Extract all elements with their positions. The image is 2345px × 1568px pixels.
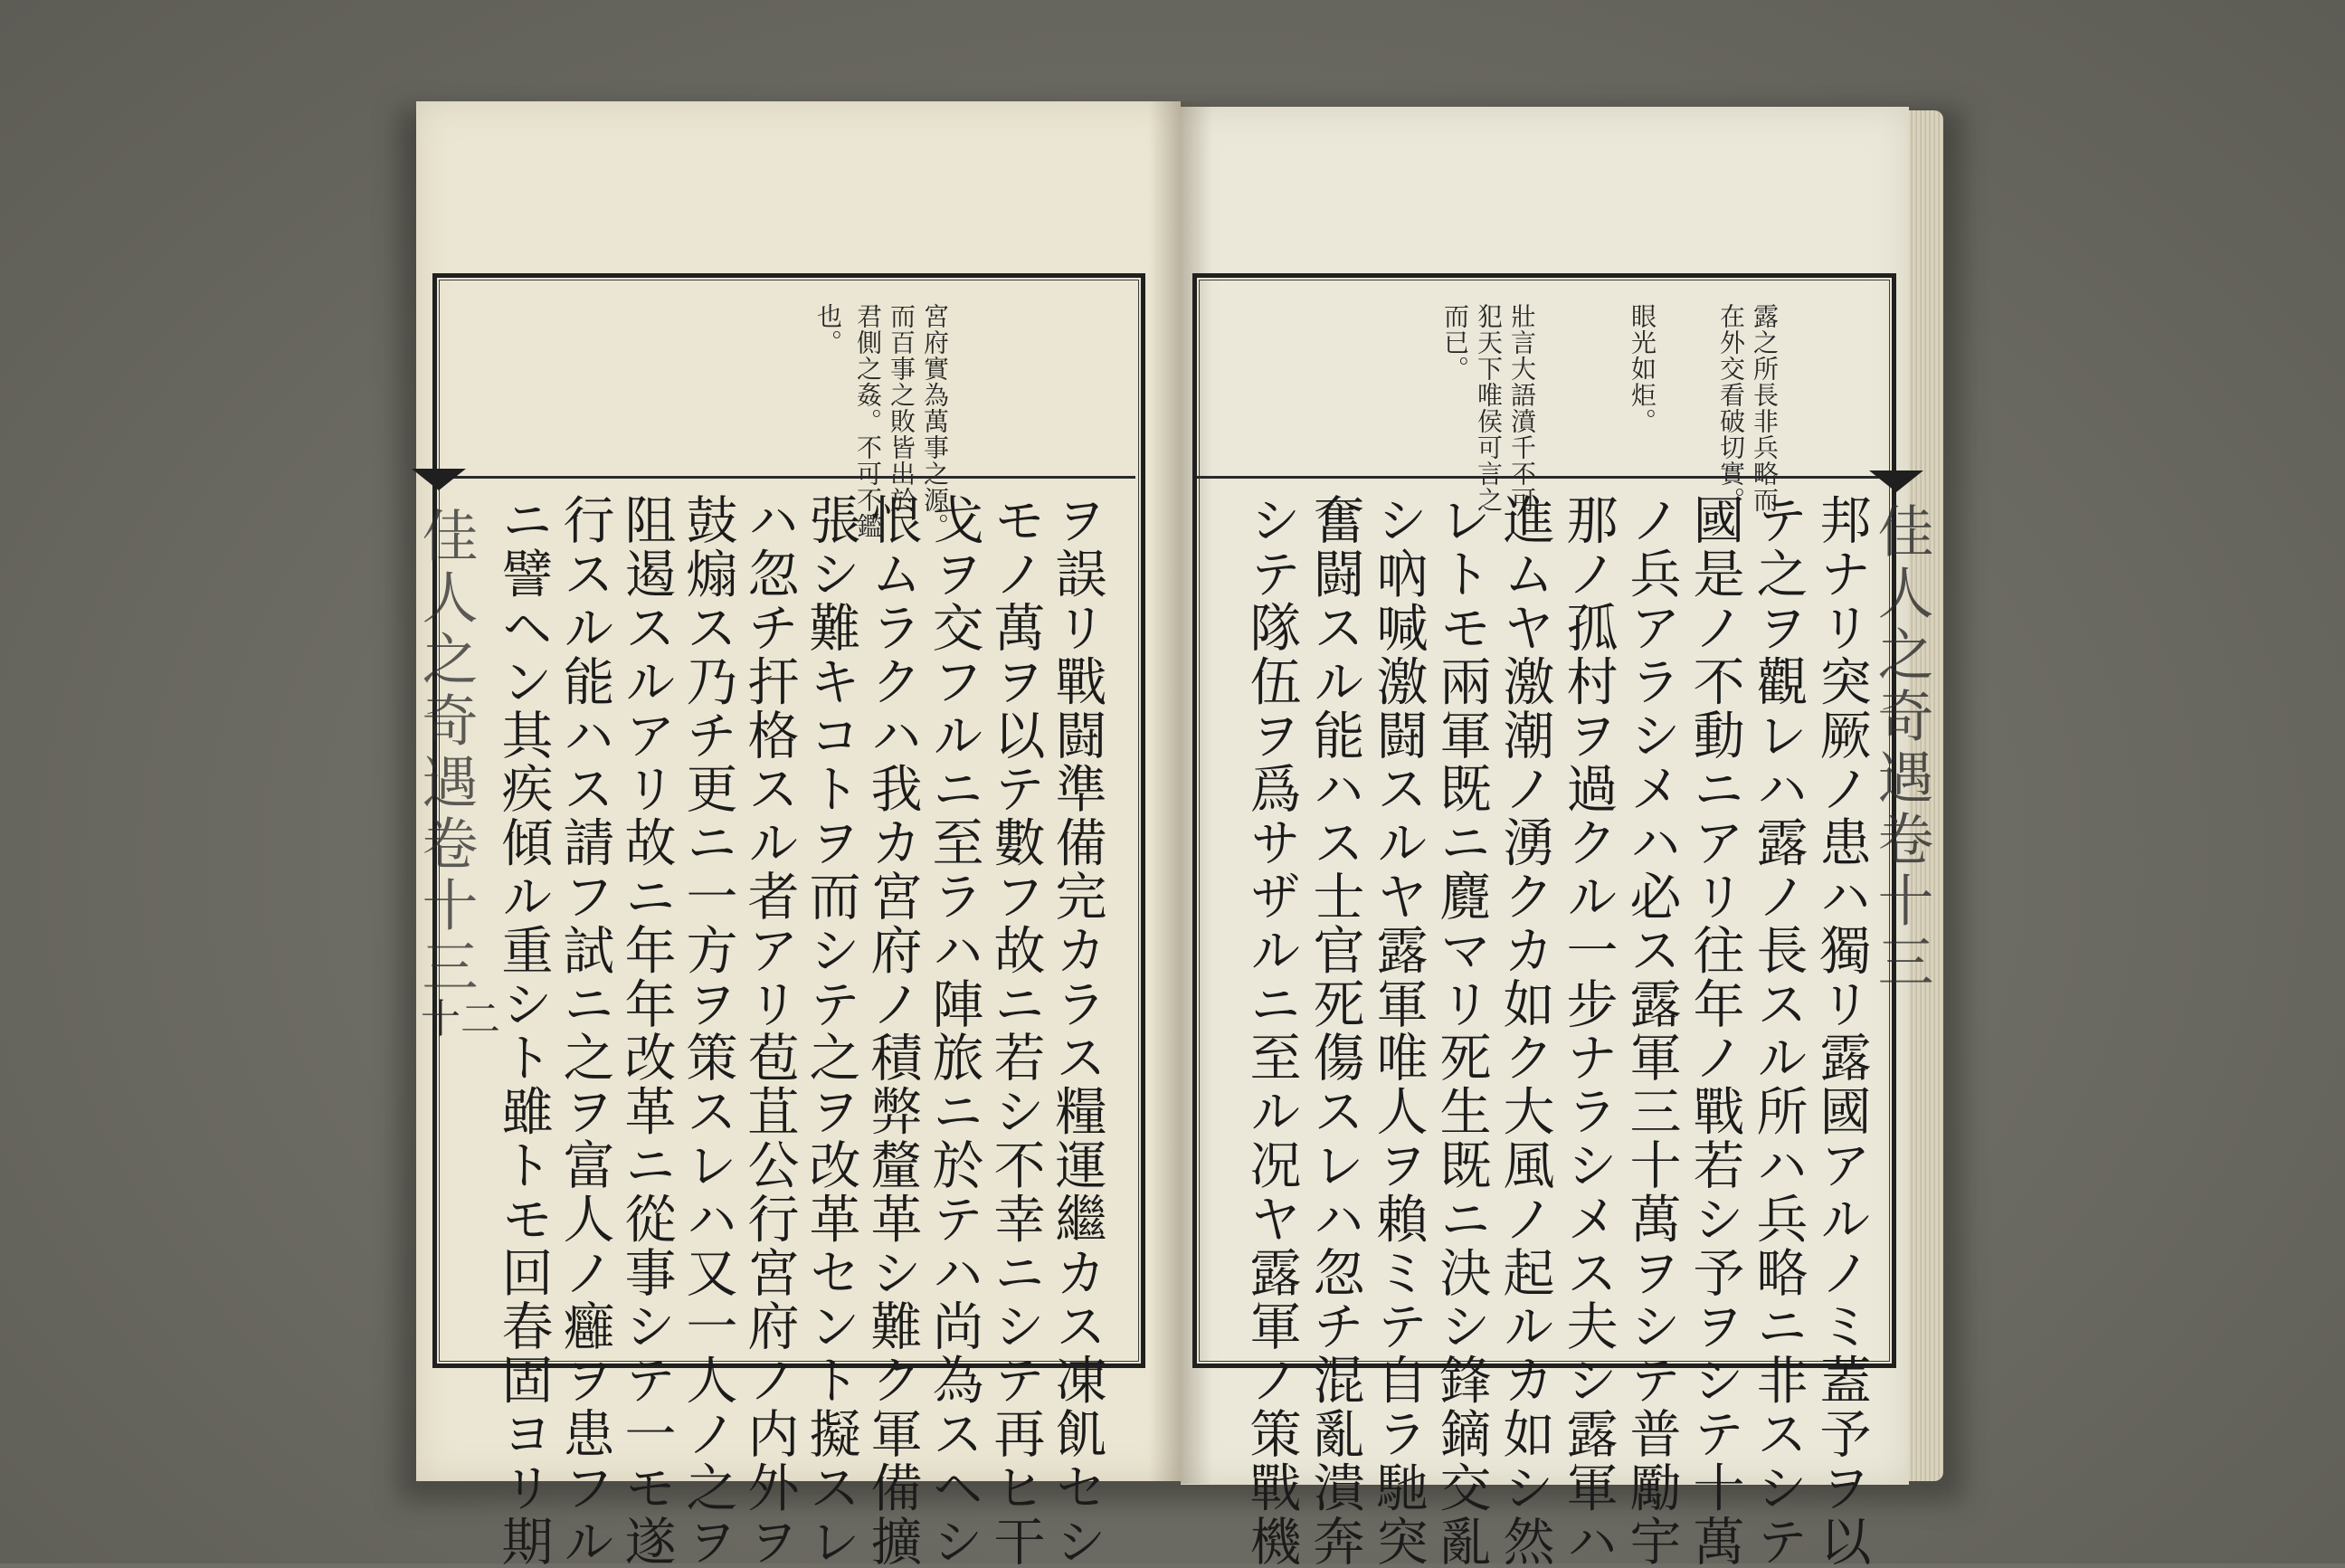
- left-body-column: 行スル能ハス請フ試ニ之ヲ富人ノ癰ヲ患フル: [555, 493, 614, 1568]
- right-margin-title: 佳人之奇遇卷十三: [1868, 502, 1934, 994]
- right-headnote-column: 犯天下唯侯可言之: [1474, 303, 1504, 513]
- right-body-column: 國是ノ不動ニアリ往年ノ戰若シ予ヲシテ十萬: [1685, 493, 1744, 1568]
- right-headnote-column: 而已。: [1440, 303, 1470, 382]
- right-fishtail-mark: [1869, 470, 1923, 492]
- right-body-column: 邦ナリ突厥ノ患ハ獨リ露國アルノミ蓋予ヲ以: [1811, 493, 1871, 1568]
- left-headnote-column: 而百事之敗皆出於: [887, 303, 916, 513]
- left-body-column: ハ忽チ扞格スル者アリ苞苴公行宮府ノ内外ヲ: [739, 493, 799, 1568]
- right-headnote-column: 眼光如炬。: [1628, 303, 1657, 434]
- right-headnote-column: 露之所長非兵略而: [1750, 303, 1780, 513]
- right-body-column: ノ兵アラシメハ必ス露軍三十萬ヲシテ普勵宇: [1621, 493, 1681, 1568]
- left-body-column: ニ譬ヘン其疾傾ル重シト雖トモ回春固ヨリ期: [493, 493, 553, 1568]
- left-body-column: 鼓煽ス乃チ更ニ一方ヲ策スレハ又一人ノ之ヲ: [678, 493, 737, 1568]
- left-headnote-column: 君側之姦。不可不鑑: [853, 303, 883, 539]
- left-body-column: モノ萬ヲ以テ數フ故ニ若シ不幸ニシテ再ヒ干: [985, 493, 1045, 1568]
- left-body-column: 恨ムラクハ我カ宮府ノ積弊釐革シ難ク軍備擴: [862, 493, 922, 1568]
- right-body-column: 那ノ孤村ヲ過クル一步ナラシメス夫シ露軍ハ: [1558, 493, 1618, 1568]
- left-headnote-divider: [437, 476, 1135, 479]
- left-body-column: ヲ誤リ戰闘準備完カラス糧運繼カス凍飢セシ: [1047, 493, 1106, 1568]
- right-headnote-column: 在外交看破切實。: [1716, 303, 1746, 513]
- right-headnote-divider: [1197, 476, 1883, 479]
- page-number: 十二: [421, 996, 500, 1042]
- right-headnote-column: 壯言大語濆千不可: [1507, 303, 1537, 513]
- right-body-column: レトモ兩軍既ニ麑マリ死生既ニ決シ鋒鏑交亂: [1431, 493, 1491, 1568]
- right-body-column: シ吶喊激闘スルヤ露軍唯人ヲ賴ミテ自ラ馳突: [1368, 493, 1428, 1568]
- right-body-column: 進ムヤ激潮ノ湧クカ如ク大風ノ起ルカ如シ然: [1495, 493, 1554, 1568]
- right-body-column: シテ隊伍ヲ爲サザルニ至ル况ヤ露軍ノ策戰機: [1241, 493, 1301, 1568]
- left-body-column: 戈ヲ交フルニ至ラハ陣旅ニ於テハ尚為スヘシ: [924, 493, 983, 1568]
- left-fishtail-mark: [412, 469, 466, 490]
- left-body-column: 阻遏スルアリ故ニ年年改革ニ從事シテ一モ遂: [616, 493, 676, 1568]
- right-body-column: テ之ヲ觀レハ露ノ長スル所ハ兵略ニ非スシテ: [1748, 493, 1808, 1568]
- left-body-column: 張シ難キコトヲ而シテ之ヲ改革セント擬スレ: [801, 493, 860, 1568]
- right-body-column: 奮闘スル能ハス士官死傷スレハ忽チ混亂潰奔: [1305, 493, 1364, 1568]
- left-margin-title: 佳人之奇遇卷十三: [413, 507, 479, 999]
- left-headnote-column: 宮府實為萬事之源。: [920, 303, 950, 539]
- left-headnote-column: 也。: [813, 303, 843, 356]
